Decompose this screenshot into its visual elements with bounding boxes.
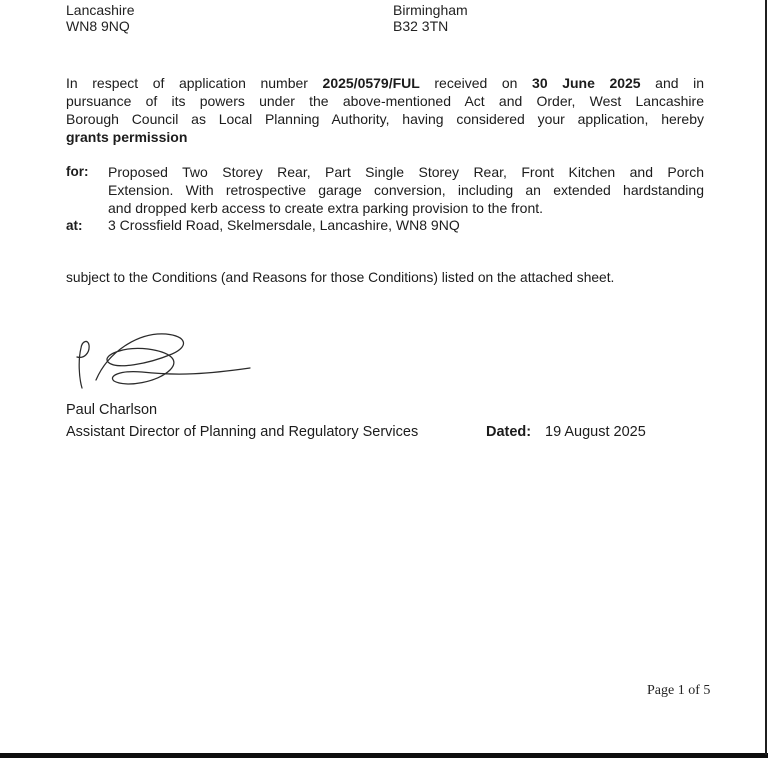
page-number: Page 1 of 5 xyxy=(647,683,711,698)
at-address: 3 Crossfield Road, Skelmersdale, Lancashire, WN8 9NQ xyxy=(108,217,460,233)
page-right-edge-line xyxy=(765,0,767,755)
address-left-line-1: Lancashire xyxy=(66,2,135,18)
signature-stroke-scribble xyxy=(96,334,250,384)
page-bottom-edge-line xyxy=(0,753,768,758)
for-description: Proposed Two Storey Rear, Part Single Storey Rear, Front Kitchen and Porch Extension. With retrospective garage conversion, including an extended hardstanding and dropped kerb access to create extra parking provision to the front. xyxy=(108,164,704,216)
dated-value: 19 August 2025 xyxy=(545,424,646,440)
conditions-line: subject to the Conditions (and Reasons for those Conditions) listed on the attached sheet. xyxy=(66,270,615,285)
signatory-title-row xyxy=(66,424,726,444)
address-right xyxy=(393,2,468,34)
signature-image xyxy=(68,326,268,401)
signatory-title: Assistant Director of Planning and Regulatory Services xyxy=(66,424,419,440)
intro-paragraph: In respect of application number 2025/0579/FUL received on 30 June 2025 and in pursuance of its powers under the above-mentioned Act and Order, West Lancashire Borough Council as Local Planning Authority, having considered your application, hereby grants permission xyxy=(66,75,704,145)
for-label: for: xyxy=(66,164,89,179)
address-right-line-2: B32 3TN xyxy=(393,18,449,34)
address-left-line-2: WN8 9NQ xyxy=(66,18,130,34)
at-label: at: xyxy=(66,218,83,233)
dated-label: Dated: xyxy=(486,424,532,440)
address-right-line-1: Birmingham xyxy=(393,2,468,18)
address-left xyxy=(66,2,135,34)
signatory-name: Paul Charlson xyxy=(66,402,158,418)
signature-stroke-p xyxy=(77,341,89,388)
